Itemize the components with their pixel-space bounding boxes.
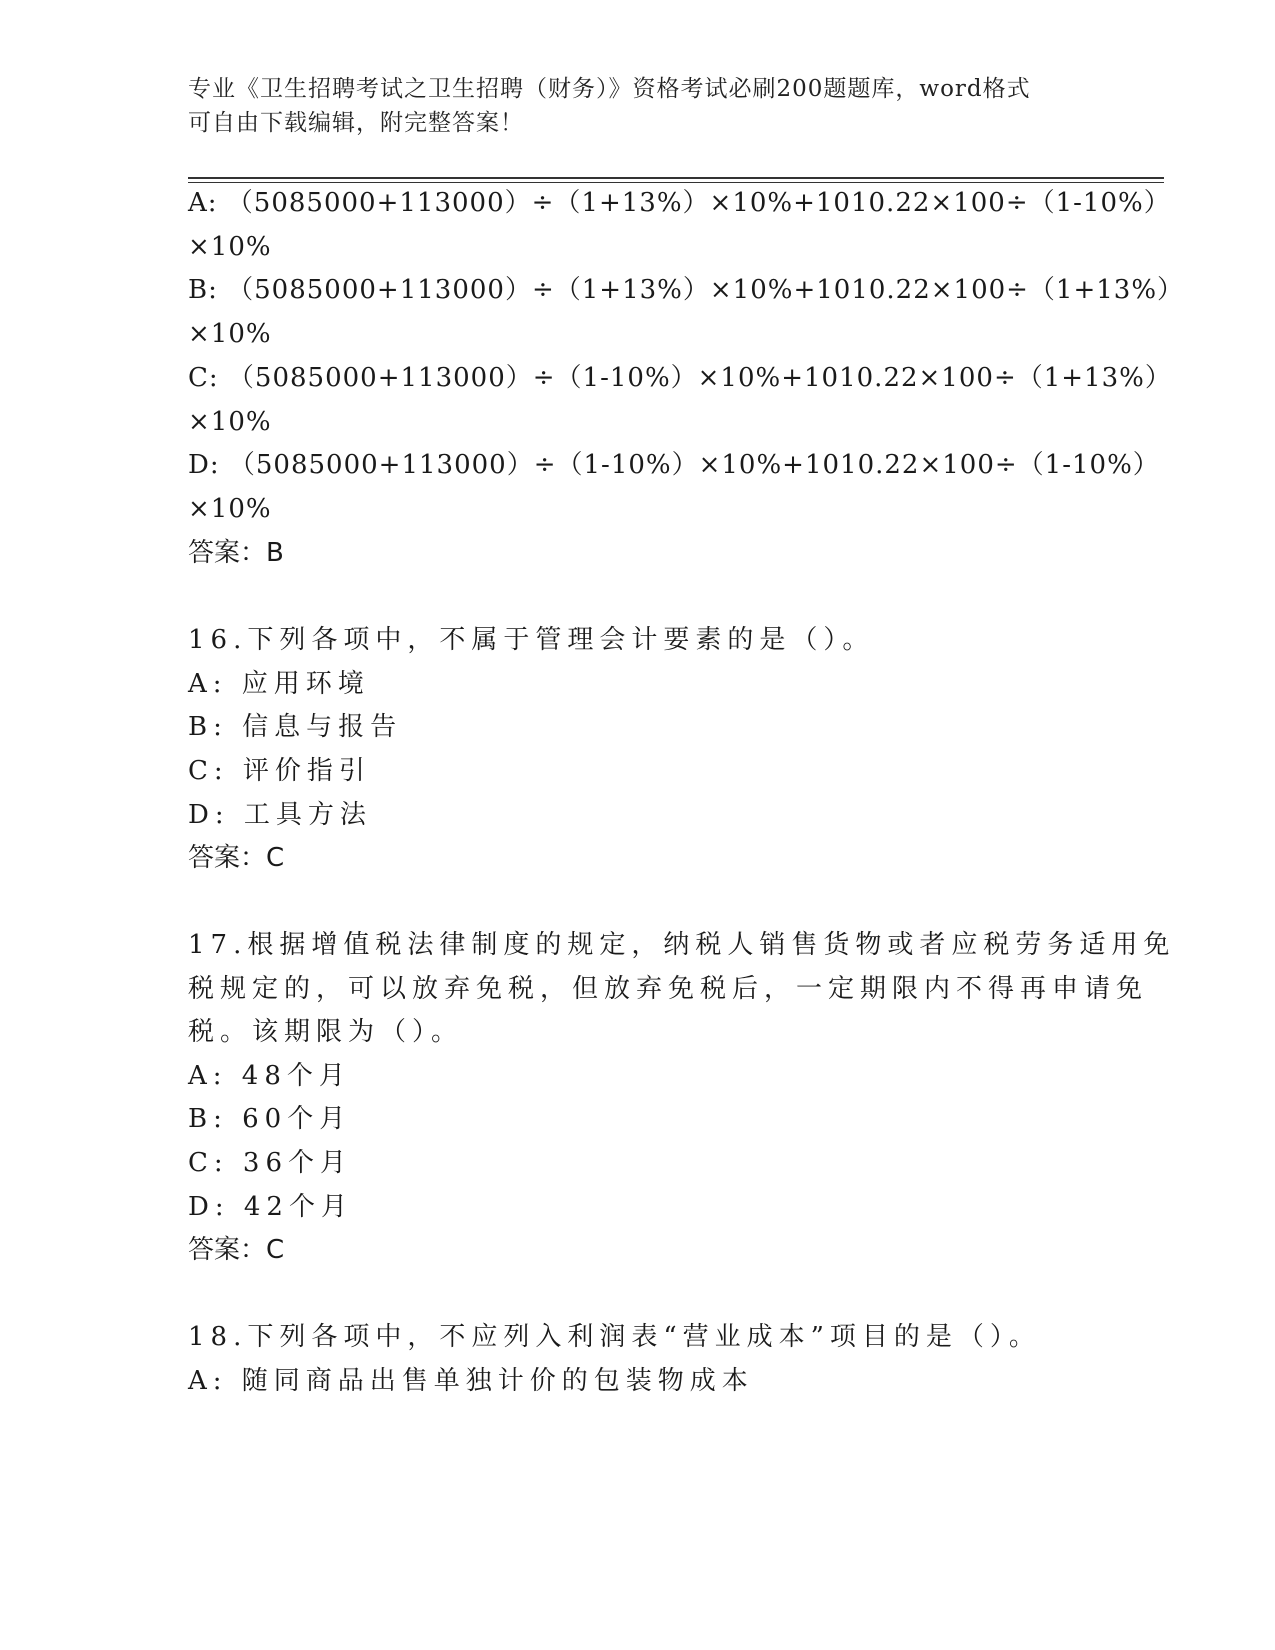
- header-line-2: 可自由下载编辑，附完整答案！: [188, 110, 524, 136]
- q16-option-d: D: 工具方法: [188, 800, 372, 830]
- q17-option-b: B: 60个月: [188, 1104, 352, 1134]
- q15-option-b-cont: ×10%: [188, 319, 272, 349]
- q15-option-a-cont: ×10%: [188, 232, 272, 262]
- q16-option-a: A: 应用环境: [188, 669, 370, 699]
- q17-question-line-1: 17.根据增值税法律制度的规定，纳税人销售货物或者应税劳务适用免: [188, 930, 1176, 960]
- q15-option-b: B: （5085000+113000）÷（1+13%）×10%+1010.22×100÷（1+13%）: [188, 275, 1185, 305]
- q18-option-a: A: 随同商品出售单独计价的包装物成本: [188, 1366, 754, 1396]
- q15-answer: 答案：B: [188, 538, 284, 568]
- header-divider-thin: [188, 182, 1164, 183]
- q16-answer: 答案：C: [188, 843, 285, 873]
- q17-question-line-2: 税规定的，可以放弃免税，但放弃免税后，一定期限内不得再申请免: [188, 974, 1149, 1004]
- q15-option-a: A: （5085000+113000）÷（1+13%）×10%+1010.22×100÷（1-10%）: [188, 188, 1171, 218]
- q15-option-c: C: （5085000+113000）÷（1-10%）×10%+1010.22×100÷（1+13%）: [188, 363, 1172, 393]
- q16-option-b: B: 信息与报告: [188, 712, 403, 742]
- q16-question: 16.下列各项中，不属于管理会计要素的是（）。: [188, 625, 875, 655]
- q17-option-c: C: 36个月: [188, 1148, 353, 1178]
- header-divider-thick: [188, 177, 1164, 179]
- q17-answer: 答案：C: [188, 1235, 285, 1265]
- q17-option-a: A: 48个月: [188, 1061, 351, 1091]
- q15-option-d-cont: ×10%: [188, 494, 272, 524]
- q18-question: 18.下列各项中，不应列入利润表“营业成本”项目的是（）。: [188, 1322, 1041, 1352]
- q15-option-d: D: （5085000+113000）÷（1-10%）×10%+1010.22×100÷（1-10%）: [188, 450, 1160, 480]
- header-line-1: 专业《卫生招聘考试之卫生招聘（财务）》资格考试必刷200题题库，word格式: [188, 76, 1031, 102]
- document-header: [188, 72, 1088, 140]
- q16-option-c: C: 评价指引: [188, 756, 371, 786]
- q15-option-c-cont: ×10%: [188, 407, 272, 437]
- q17-question-line-3: 税。该期限为（）。: [188, 1017, 464, 1047]
- q17-option-d: D: 42个月: [188, 1192, 353, 1222]
